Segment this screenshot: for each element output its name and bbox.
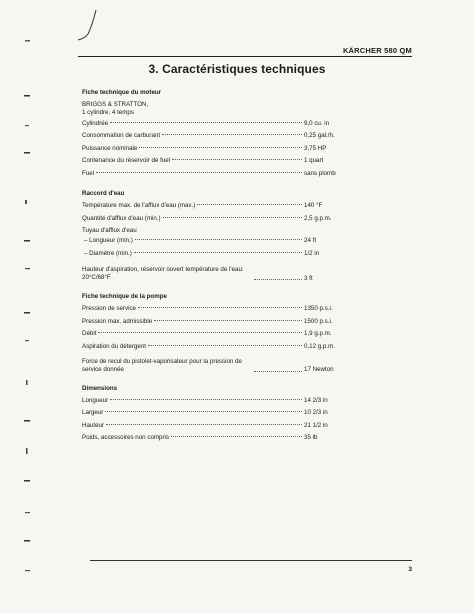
water-spec-group xyxy=(82,191,362,282)
spec-value: 35 lb xyxy=(304,434,318,442)
leader-dots xyxy=(171,436,302,437)
spec-label: Pression de service xyxy=(82,305,136,313)
spec-label: Longueur xyxy=(82,396,109,404)
spec-row xyxy=(82,238,362,251)
spec-value: 14 2/3 in xyxy=(304,396,328,404)
spec-row xyxy=(82,344,362,357)
spec-value: 24 ft xyxy=(304,237,317,245)
spec-label: Aspiration du détergent xyxy=(82,342,146,350)
spec-label: Fuel xyxy=(82,169,95,177)
spec-row xyxy=(82,158,362,171)
spec-value: 0,12 g.p.m. xyxy=(304,342,335,350)
engine-type-note: 1 cylindre, 4 temps xyxy=(82,109,134,117)
section-heading: Fiche technique du moteur xyxy=(82,89,162,96)
spec-content xyxy=(82,90,362,456)
spec-value: 1,9 g.p.m. xyxy=(304,330,332,338)
leader-dots xyxy=(98,332,302,333)
spec-label: Quantité d'afflux d'eau (min.) xyxy=(82,214,161,222)
spec-row xyxy=(82,358,362,374)
spec-row xyxy=(82,331,362,344)
leader-dots xyxy=(148,345,302,346)
section-heading: Raccord d'eau xyxy=(82,190,125,198)
hose-subheading: Tuyau d'afflux d'eau xyxy=(82,227,137,235)
spec-value: 21 1/2 in xyxy=(304,421,328,429)
spec-row xyxy=(82,266,362,282)
leader-dots xyxy=(96,172,302,173)
leader-dots xyxy=(162,134,302,135)
spec-label: Température max. de l'afflux d'eau (max.) xyxy=(82,202,196,210)
scan-margin-marks xyxy=(22,40,34,580)
brand-header: KÄRCHER 580 QM xyxy=(342,46,412,55)
spec-label: Poids, accessoires non compris xyxy=(82,434,170,442)
spec-label: – Diamètre (min.) xyxy=(84,249,132,257)
leader-dots xyxy=(139,147,302,148)
leader-dots xyxy=(134,252,302,253)
spec-label: Largeur xyxy=(82,409,104,417)
leader-dots xyxy=(254,279,302,280)
leader-dots xyxy=(163,217,302,218)
spec-row xyxy=(82,435,362,448)
spec-label: Débit xyxy=(82,330,97,338)
spec-value: 3,75 HP xyxy=(304,144,327,152)
footer-divider xyxy=(90,560,412,561)
spec-value: 140 °F xyxy=(304,202,323,210)
spec-value: 2,5 g.p.m. xyxy=(304,214,332,222)
leader-dots xyxy=(110,122,302,123)
section-heading: Fiche technique de la pompe xyxy=(82,292,167,300)
leader-dots xyxy=(154,320,302,321)
spec-row xyxy=(82,251,362,264)
header-divider xyxy=(78,56,412,57)
page-number: 3 xyxy=(408,566,412,573)
leader-dots xyxy=(135,239,302,240)
spec-label: Consommation de carburant xyxy=(82,132,161,140)
spec-row xyxy=(82,171,362,184)
spec-row xyxy=(82,306,362,319)
spec-label: Hauteur d'aspiration, réservoir ouvert température de l'eau: 20°C/68°F xyxy=(82,266,244,282)
spec-value: 1350 p.s.i. xyxy=(304,305,333,313)
engine-spec-group xyxy=(82,90,362,183)
spec-label: Contenance du réservoir de fuel xyxy=(82,157,171,165)
leader-dots xyxy=(105,411,302,412)
spec-value: 10 2/3 in xyxy=(304,409,328,417)
leader-dots xyxy=(106,424,302,425)
leader-dots xyxy=(172,159,302,160)
engine-make-note: BRIGGS & STRATTON, xyxy=(82,101,149,109)
spec-label: Puissance nominale xyxy=(82,144,138,152)
spec-value: 1/2 in xyxy=(304,249,320,257)
spec-value: 3 ft xyxy=(304,274,313,282)
leader-dots xyxy=(197,204,302,205)
page-title: 3. Caractéristiques techniques xyxy=(148,62,326,76)
spec-label: – Longueur (min.) xyxy=(84,237,133,245)
spec-label: Cylindrée xyxy=(82,119,109,127)
spec-row xyxy=(82,410,362,423)
section-heading: Dimensions xyxy=(82,384,118,392)
spec-label: Pression max. admissible xyxy=(82,317,153,325)
spec-label: Hauteur xyxy=(82,421,105,429)
pen-stroke-mark xyxy=(70,8,110,42)
spec-value: 17 Newton xyxy=(304,366,334,374)
spec-row xyxy=(82,133,362,146)
dimensions-spec-group xyxy=(82,386,362,448)
spec-value: 9,0 cu. in xyxy=(304,119,330,127)
spec-label: Force de recul du pistolet-vaporisateur pour la pression de service donnée xyxy=(82,358,242,373)
pump-spec-group xyxy=(82,294,362,374)
leader-dots xyxy=(138,307,302,308)
spec-value: 0,25 gal./h. xyxy=(304,132,335,140)
spec-value: 1 quart xyxy=(304,157,324,165)
spec-value: sans plomb xyxy=(304,169,336,177)
spec-value: 1500 p.s.i. xyxy=(304,317,333,325)
spec-row xyxy=(82,203,362,216)
leader-dots xyxy=(254,371,302,372)
leader-dots xyxy=(110,399,302,400)
